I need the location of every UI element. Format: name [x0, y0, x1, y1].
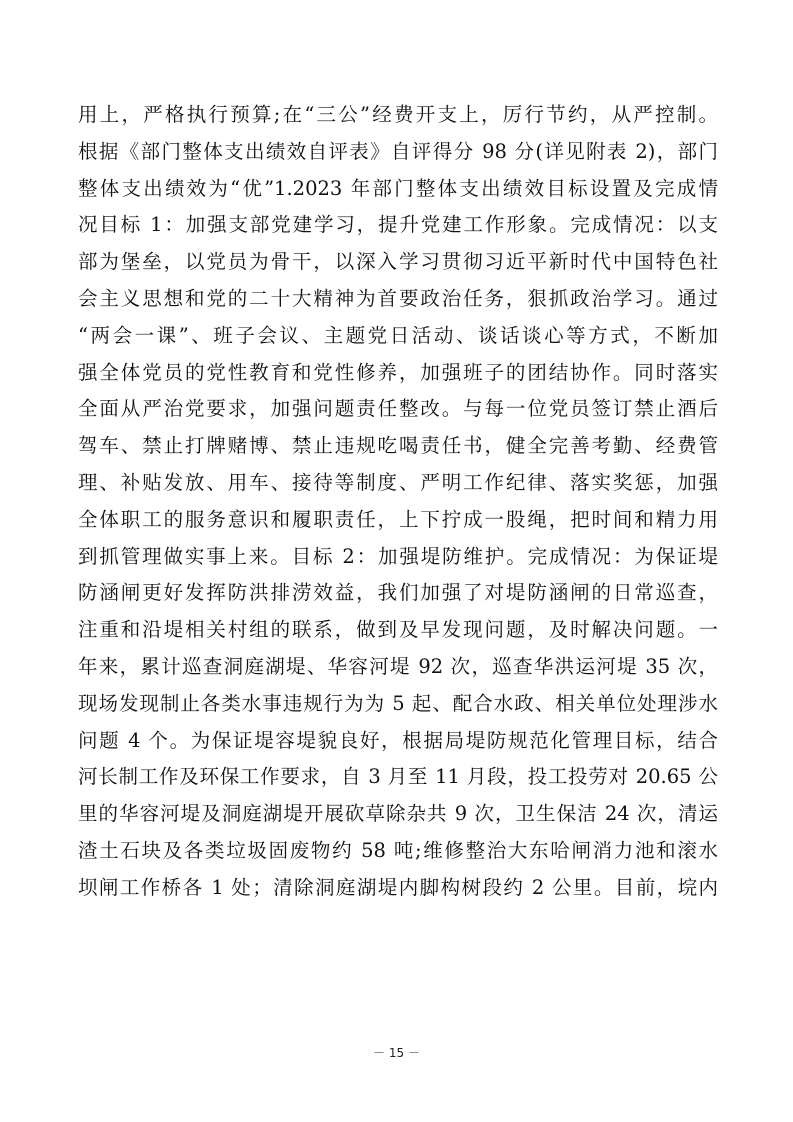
text-line: 整体支出绩效为“优”1.2023 年部门整体支出绩效目标设置及完成情	[78, 176, 718, 200]
text-line: 理、补贴发放、用车、接待等制度、严明工作纪律、落实奖惩，加强	[78, 470, 718, 494]
text-line: 根据《部门整体支出绩效自评表》自评得分 98 分(详见附表 2)，部门	[78, 139, 718, 163]
text-line: 防涵闸更好发挥防洪排涝效益，我们加强了对堤防涵闸的日常巡查，	[78, 581, 718, 605]
text-line: 全体职工的服务意识和履职责任，上下拧成一股绳，把时间和精力用	[78, 507, 718, 531]
text-line: 驾车、禁止打牌赌博、禁止违规吃喝责任书，健全完善考勤、经费管	[78, 434, 718, 458]
text-line: 问题 4 个。为保证堤容堤貌良好，根据局堤防规范化管理目标，结合	[78, 728, 718, 752]
text-line: 会主义思想和党的二十大精神为首要政治任务，狠抓政治学习。通过	[78, 286, 718, 310]
text-line: 部为堡垒，以党员为骨干，以深入学习贯彻习近平新时代中国特色社	[78, 250, 718, 274]
text-line: 河长制工作及环保工作要求，自 3 月至 11 月段，投工投劳对 20.65 公	[78, 765, 718, 789]
text-line: 况目标 1：加强支部党建学习，提升党建工作形象。完成情况：以支	[78, 213, 718, 237]
text-line: 到抓管理做实事上来。目标 2：加强堤防维护。完成情况：为保证堤	[78, 544, 718, 568]
text-line: 年来，累计巡查洞庭湖堤、华容河堤 92 次，巡查华洪运河堤 35 次，	[78, 654, 718, 678]
body-text	[78, 97, 718, 907]
text-line: 注重和沿堤相关村组的联系，做到及早发现问题，及时解决问题。一	[78, 618, 718, 642]
text-line: 渣土石块及各类垃圾固废物约 58 吨;维修整治大东哈闸消力池和滚水	[78, 838, 718, 862]
text-line: 强全体党员的党性教育和党性修养，加强班子的团结协作。同时落实	[78, 360, 718, 384]
text-line: “两会一课”、班子会议、主题党日活动、谈话谈心等方式，不断加	[78, 323, 718, 347]
text-line: 里的华容河堤及洞庭湖堤开展砍草除杂共 9 次，卫生保洁 24 次，清运	[78, 802, 718, 826]
page-number: － 15 －	[373, 1046, 420, 1060]
text-line: 现场发现制止各类水事违规行为为 5 起、配合水政、相关单位处理涉水	[78, 691, 718, 715]
text-line: 用上，严格执行预算;在“三公”经费开支上，厉行节约，从严控制。	[78, 103, 718, 126]
text-line: 全面从严治党要求，加强问题责任整改。与每一位党员签订禁止酒后	[78, 397, 718, 421]
text-line: 坝闸工作桥各 1 处；清除洞庭湖堤内脚构树段约 2 公里。目前，垸内	[78, 875, 718, 899]
